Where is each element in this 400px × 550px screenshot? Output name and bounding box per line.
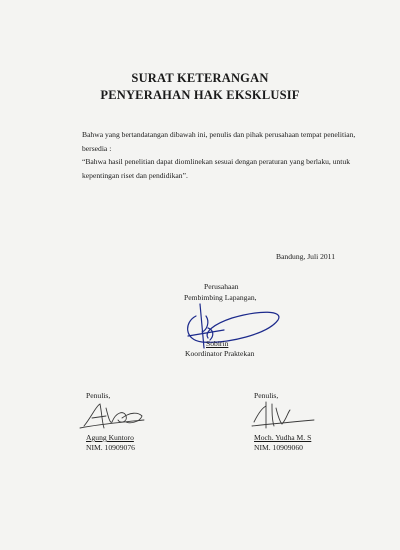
writer-2-name: Moch. Yudha M. S [254, 433, 312, 442]
document-subtitle: PENYERAHAN HAK EKSKLUSIF [100, 88, 300, 102]
writer-1-name: Agung Kuntoro [86, 433, 134, 442]
writer-2-label: Penulis, [254, 391, 279, 400]
statement-quote: “Bahwa hasil penelitian dapat diomlinekan sesuai dengan peraturan yang berlaku, untuk kepentingan riset dan pendidikan”. [82, 157, 351, 180]
writer-2-signature [248, 398, 318, 432]
writer-1-label: Penulis, [86, 391, 111, 400]
company-signer-name: Sobirin [206, 339, 229, 348]
writer-1-signature [80, 398, 150, 432]
writer-2-nim: NIM. 10909060 [254, 443, 303, 452]
company-signature [180, 302, 280, 352]
company-signer-role: Koordinator Praktekan [185, 349, 255, 358]
company-label: Perusahaan [204, 282, 239, 291]
place-date: Bandung, Juli 2011 [276, 252, 335, 261]
document-title: SURAT KETERANGAN [131, 71, 269, 85]
company-sublabel: Pembimbing Lapangan, [184, 293, 257, 302]
writer-1-nim: NIM. 10909076 [86, 443, 135, 452]
statement-paragraph: Bahwa yang bertandatangan dibawah ini, penulis dan pihak perusahaan tempat penelitian, bersedia : [82, 130, 356, 153]
